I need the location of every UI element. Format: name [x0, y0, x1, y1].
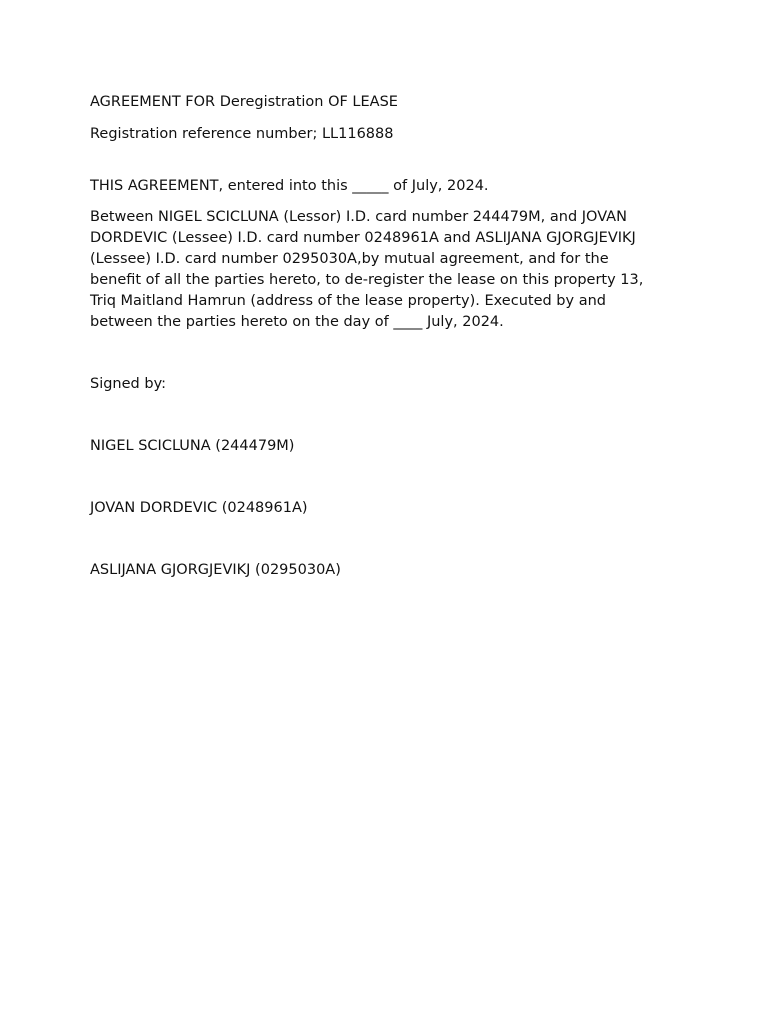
- document-title: AGREEMENT FOR Deregistration OF LEASE: [90, 94, 398, 110]
- body-line: Triq Maitland Hamrun (address of the lease property). Executed by and: [90, 293, 606, 309]
- body-line: (Lessee) I.D. card number 0295030A,by mutual agreement, and for the: [90, 251, 609, 267]
- document-page: [90, 92, 680, 581]
- signed-by-label: Signed by:: [90, 376, 166, 392]
- registration-reference: Registration reference number; LL116888: [90, 126, 394, 142]
- signatory-lessee-2: ASLIJANA GJORGJEVIKJ (0295030A): [90, 562, 341, 578]
- agreement-intro: THIS AGREEMENT, entered into this _____ of July, 2024.: [90, 178, 489, 194]
- body-line: Between NIGEL SCICLUNA (Lessor) I.D. card number 244479M, and JOVAN: [90, 209, 627, 225]
- agreement-body: [90, 207, 680, 333]
- body-line: benefit of all the parties hereto, to de-register the lease on this property 13,: [90, 272, 644, 288]
- body-line: DORDEVIC (Lessee) I.D. card number 0248961A and ASLIJANA GJORGJEVIKJ: [90, 230, 636, 246]
- signatory-lessee-1: JOVAN DORDEVIC (0248961A): [90, 500, 308, 516]
- body-line: between the parties hereto on the day of ____ July, 2024.: [90, 314, 504, 330]
- signatory-lessor: NIGEL SCICLUNA (244479M): [90, 438, 295, 454]
